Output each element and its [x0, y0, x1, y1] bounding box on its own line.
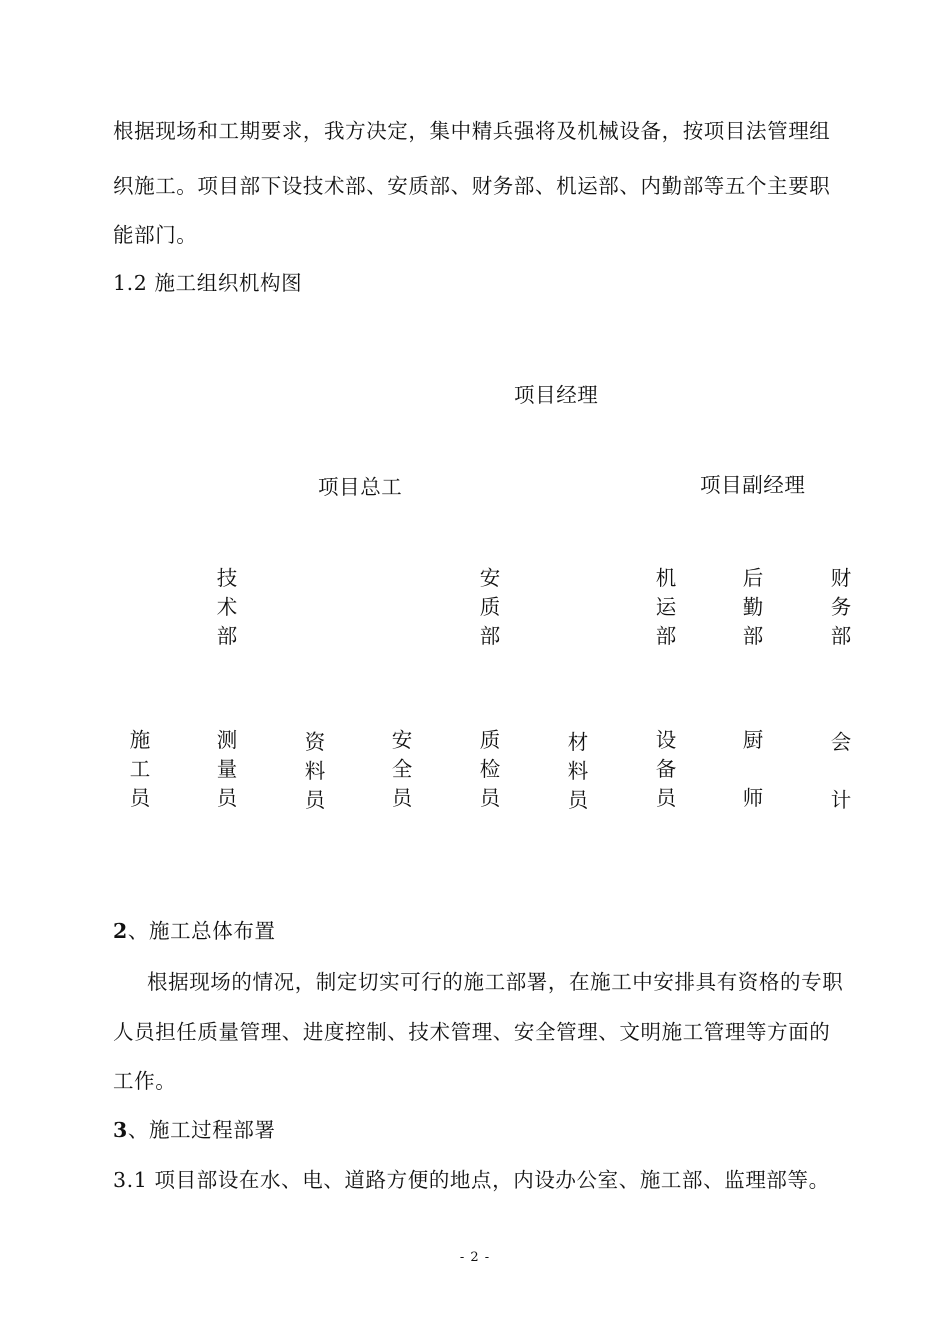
- dept-logistics: 后 勤 部: [742, 566, 764, 648]
- section-2-line-1: 根据现场的情况，制定切实可行的施工部署，在施工中安排具有资格的专职: [147, 970, 844, 994]
- section-2-line-2: 人员担任质量管理、进度控制、技术管理、安全管理、文明施工管理等方面的: [113, 1020, 831, 1044]
- org-deputy-manager: 项目副经理: [700, 473, 806, 497]
- section-1-2-heading: 1.2 施工组织机构图: [113, 271, 303, 295]
- intro-line-1: 根据现场和工期要求，我方决定，集中精兵强将及机械设备，按项目法管理组: [113, 119, 831, 143]
- staff-documentation: 资 料 员: [304, 730, 326, 812]
- page-number: - 2 -: [459, 1250, 491, 1265]
- dept-machinery: 机 运 部: [655, 566, 677, 648]
- staff-cook: 厨 师: [742, 728, 764, 810]
- section-3-1-line: 3.1 项目部设在水、电、道路方便的地点，内设办公室、施工部、监理部等。: [113, 1168, 830, 1192]
- staff-construction-worker: 施 工 员: [129, 728, 151, 810]
- section-2-heading: 2、施工总体布置: [113, 919, 276, 943]
- org-chief-engineer: 项目总工: [318, 475, 403, 499]
- dept-finance: 财 务 部: [830, 566, 852, 648]
- staff-quality-inspector: 质 检 员: [479, 728, 501, 810]
- intro-line-3: 能部门。: [113, 223, 198, 247]
- staff-safety-officer: 安 全 员: [391, 728, 413, 810]
- section-3-heading: 3、施工过程部署: [113, 1118, 276, 1142]
- dept-safety-quality: 安 质 部: [479, 566, 501, 648]
- staff-materials: 材 料 员: [567, 730, 589, 812]
- staff-surveyor: 测 量 员: [216, 728, 238, 810]
- staff-accountant: 会 计: [830, 730, 852, 812]
- staff-equipment: 设 备 员: [655, 728, 677, 810]
- org-top-project-manager: 项目经理: [514, 383, 599, 407]
- intro-line-2: 织施工。项目部下设技术部、安质部、财务部、机运部、内勤部等五个主要职: [113, 174, 831, 198]
- section-2-line-3: 工作。: [113, 1069, 177, 1093]
- dept-technical: 技 术 部: [216, 566, 238, 648]
